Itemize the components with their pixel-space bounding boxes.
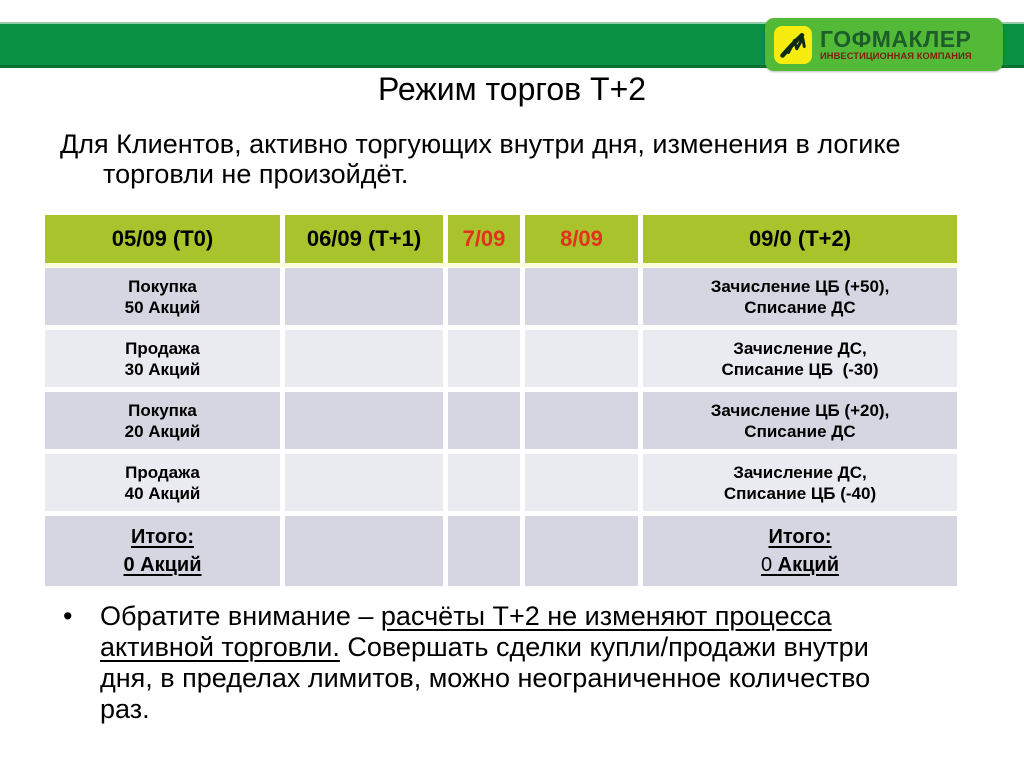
empty-cell: [525, 454, 638, 511]
logo-name: ГОФМАКЛЕР: [820, 26, 972, 53]
cell-line: Продажа: [125, 338, 200, 358]
empty-cell: [448, 330, 520, 387]
logo-text: [820, 27, 972, 61]
totals-segment: Итого:: [768, 526, 832, 548]
settlement-cell: [643, 268, 957, 325]
cell-line: Списание ДС: [744, 421, 856, 441]
settlement-cell: [643, 454, 957, 511]
logo-subtitle: ИНВЕСТИЦИОННАЯ КОМПАНИЯ: [820, 51, 972, 62]
totals-segment: 0: [760, 554, 778, 576]
note-segment: раз.: [100, 694, 150, 724]
empty-cell: [525, 392, 638, 449]
totals-segment: Итого:: [130, 526, 195, 548]
settlement-table: [45, 215, 957, 586]
cell-line: Списание ЦБ (-40): [723, 483, 877, 503]
gofmakler-monogram-icon: [774, 26, 812, 64]
note-line: [100, 601, 870, 632]
operation-cell: [45, 268, 280, 325]
cell-line: Покупка: [128, 276, 197, 296]
column-header: 8/09: [525, 215, 638, 263]
empty-cell: [448, 516, 520, 586]
empty-cell: [285, 268, 443, 325]
operation-cell: [45, 392, 280, 449]
totals-line: [123, 551, 201, 579]
totals-line: [761, 551, 839, 579]
cell-line: Списание ЦБ (-30): [721, 359, 879, 379]
cell-line: Продажа: [125, 462, 200, 482]
totals-settlement-cell: [643, 516, 957, 586]
operation-cell: [45, 330, 280, 387]
empty-cell: [285, 516, 443, 586]
note-segment: Обратите внимание –: [100, 601, 381, 631]
empty-cell: [448, 392, 520, 449]
intro-line: Для Клиентов, активно торгующих внутри дня, изменения в логике: [60, 129, 901, 159]
intro-paragraph: [60, 129, 901, 189]
column-header: 05/09 (Т0): [45, 215, 280, 263]
note-bullet-item: [63, 601, 870, 725]
empty-cell: [525, 516, 638, 586]
cell-line: Зачисление ЦБ (+50),: [710, 276, 890, 296]
cell-line: Зачисление ЦБ (+20),: [710, 400, 890, 420]
cell-line: 30 Акций: [124, 359, 201, 379]
empty-cell: [285, 330, 443, 387]
cell-line: 40 Акций: [124, 483, 201, 503]
operation-cell: [45, 454, 280, 511]
empty-cell: [285, 392, 443, 449]
column-header: 06/09 (Т+1): [285, 215, 443, 263]
settlement-cell: [643, 392, 957, 449]
cell-line: 20 Акций: [124, 421, 201, 441]
totals-segment: 0 Акций: [123, 554, 202, 576]
intro-line: торговли не произойдёт.: [103, 159, 409, 189]
totals-line: [131, 523, 194, 551]
cell-line: Зачисление ДС,: [733, 462, 867, 482]
cell-line: Зачисление ДС,: [733, 338, 867, 358]
cell-line: Покупка: [128, 400, 197, 420]
empty-cell: [448, 268, 520, 325]
note-segment: расчёты Т+2 не изменяют процесса: [380, 601, 832, 631]
monogram-glyph: [778, 30, 808, 60]
page-title: Режим торгов Т+2: [377, 71, 647, 107]
cell-line: 50 Акций: [124, 297, 201, 317]
empty-cell: [448, 454, 520, 511]
empty-cell: [285, 454, 443, 511]
totals-line: [768, 523, 831, 551]
note-text: [100, 601, 870, 725]
note-line: [100, 663, 870, 694]
header-accent-line: [45, 263, 957, 267]
bullet-marker: •: [63, 601, 73, 631]
column-header: 7/09: [448, 215, 520, 263]
note-segment: дня, в пределах лимитов, можно неограниченное количество: [100, 663, 871, 693]
logo: [765, 18, 1003, 71]
note-line: [100, 632, 870, 663]
empty-cell: [525, 330, 638, 387]
note-line: [100, 694, 870, 725]
totals-operation-cell: [45, 516, 280, 586]
note-segment: Совершать сделки купли/продажи внутри: [339, 632, 869, 662]
empty-cell: [525, 268, 638, 325]
settlement-cell: [643, 330, 957, 387]
totals-segment: Акций: [777, 554, 840, 576]
note-segment: активной торговли.: [100, 632, 340, 662]
cell-line: Списание ДС: [744, 297, 856, 317]
column-header: 09/0 (Т+2): [643, 215, 957, 263]
